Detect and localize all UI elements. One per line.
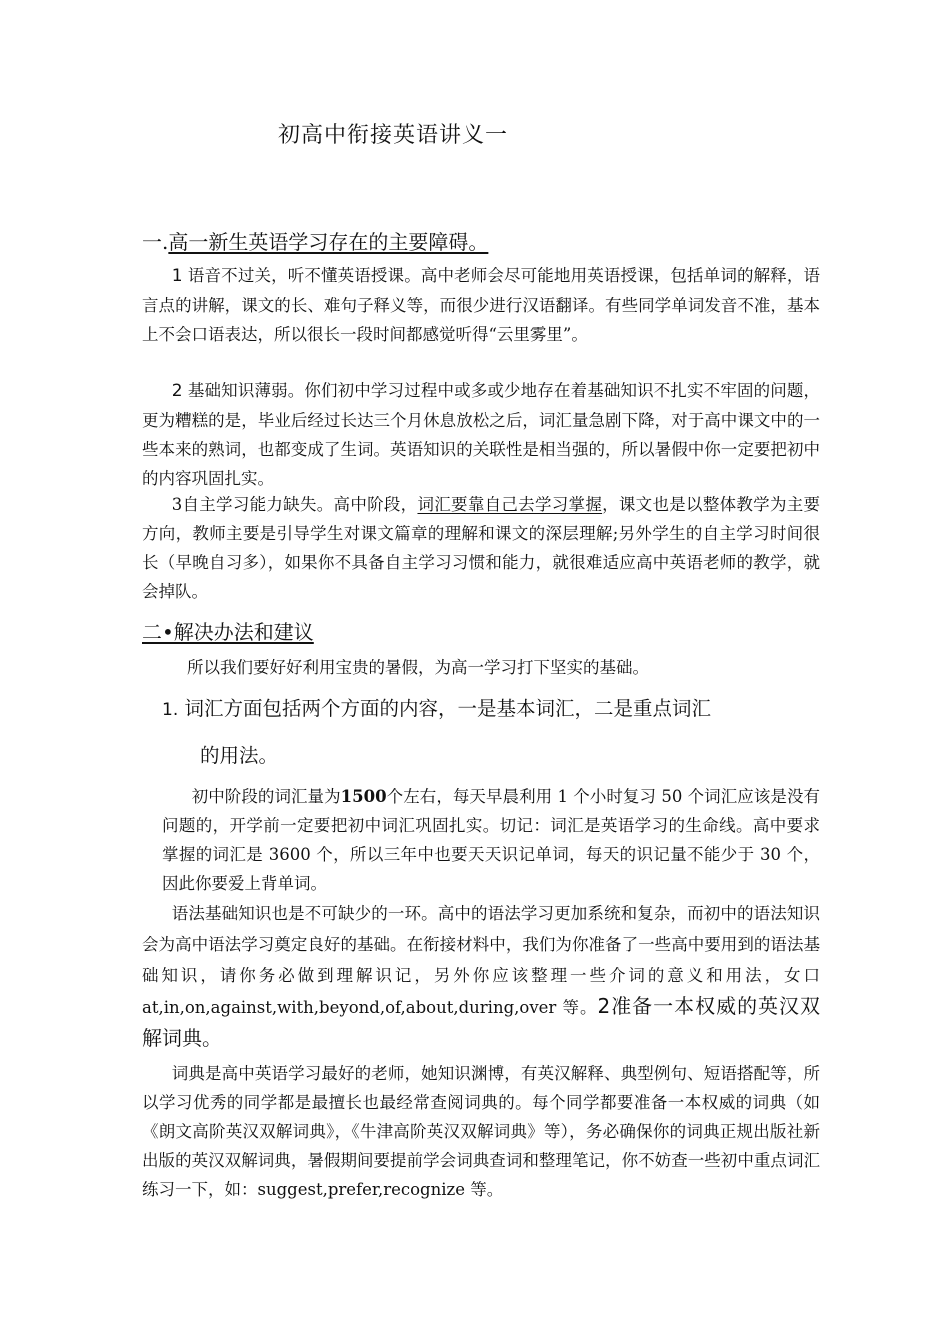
paragraph-grammar [142, 898, 820, 1055]
underlined-phrase: 词汇要靠自己去学习掌握 [417, 495, 603, 514]
paragraph-self-study [142, 490, 820, 606]
paragraph-dictionary [142, 1059, 820, 1204]
item-line-1: 词汇方面包括两个方面的内容，一是基本词汇，二是重点词汇 [184, 697, 711, 720]
item-2-title: 准备一本权威的英汉双解词典。 [142, 994, 821, 1050]
item-1-vocabulary [162, 689, 822, 776]
section-2-heading: 二•解决办法和建议 [142, 620, 314, 644]
paragraph-text: 语音不过关，听不懂英语授课。高中老师会尽可能地用英语授课，包括单词的解释，语言点的讲解，课文的长、难句子释义等，而很少进行汉语翻译。有些同学单词发音不准，基本上不会口语表达，所以很长一段时间都感觉听得“云里雾里”。 [142, 266, 821, 344]
paragraph-text: 基础知识薄弱。你们初中学习过程中或多或少地存在着基础知识不扎实不牢固的问题，更为糟糕的是，毕业后经过长达三个月休息放松之后，词汇量急剧下降，对于高中课文中的一些本来的熟词，也都变成了生词。英语知识的关联性是相当强的，所以暑假中你一定要把初中的内容巩固扎实。 [142, 381, 821, 488]
paragraph-text-a: 初中阶段的词汇量为 [191, 787, 341, 806]
paragraph-vocabulary [162, 782, 820, 898]
paragraph-basic-knowledge [142, 376, 820, 493]
paragraph-text-b: 个左右，每天早晨利用 1 个小时复习 50 个词汇应该是没有问题的，开学前一定要把初中词汇巩固扎实。切记：词汇是英语学习的生命线。高中要求掌握的词汇是 3600 个，所以三年中也要天天识记单词，每天的识记量不能少于 30 个，因此你要爱上背单词。 [162, 787, 821, 893]
paragraph-number: 2 [171, 381, 183, 401]
paragraph-text: 词典是高中英语学习最好的老师，她知识渊博，有英汉解释、典型例句、短语搭配等，所以学习优秀的同学都是最擅长也最经常查阅词典的。每个同学都要准备一本权威的词典（如《朗文高阶英汉双解词典》，《牛津高阶英汉双解词典》等），务必确保你的词典正规出版社新出版的英汉双解词典，暑假期间要提前学会词典查词和整理笔记，你不妨查一些初中重点词汇练习一下，如：suggest,prefer,recognize 等。 [142, 1064, 820, 1199]
paragraph-text-b: ，课文也是以整体教学为主要方向，教师主要是引导学生对课文篇章的理解和课文的深层理解;另外学生的自主学习时间很长（早晚自习多），如果你不具备自主学习习惯和能力，就很难适应高中英语老师的教学，就会掉队。 [142, 495, 821, 601]
paragraph-pronunciation [142, 261, 820, 349]
section-1-heading [142, 226, 488, 255]
paragraph-text: 语法基础知识也是不可缺少的一环。高中的语法学习更加系统和复杂，而初中的语法知识会为高中语法学习奠定良好的基础。在衔接材料中，我们为你准备了一些高中要用到的语法基础知识，请你务必做到理解识记，另外你应该整理一些介词的意义和用法，女口 at,in,on,against,with,beyond,of,about,during,over 等。 [142, 904, 820, 1017]
vocab-count: 1500 [340, 787, 387, 806]
paragraph-text-a: 3自主学习能力缺失。高中阶段， [171, 495, 418, 514]
section-1-prefix: 一. [142, 230, 169, 254]
paragraph-number: 1 [171, 266, 183, 286]
section-2-intro: 所以我们要好好利用宝贵的暑假，为高一学习打下坚实的基础。 [187, 658, 649, 677]
item-line-2: 的用法。 [200, 744, 279, 767]
item-number: 1. [162, 700, 179, 720]
document-title: 初高中衔接英语讲义一 [278, 123, 509, 148]
item-2-number: 2 [597, 994, 611, 1018]
section-1-title: 高一新生英语学习存在的主要障碍。 [168, 230, 489, 254]
